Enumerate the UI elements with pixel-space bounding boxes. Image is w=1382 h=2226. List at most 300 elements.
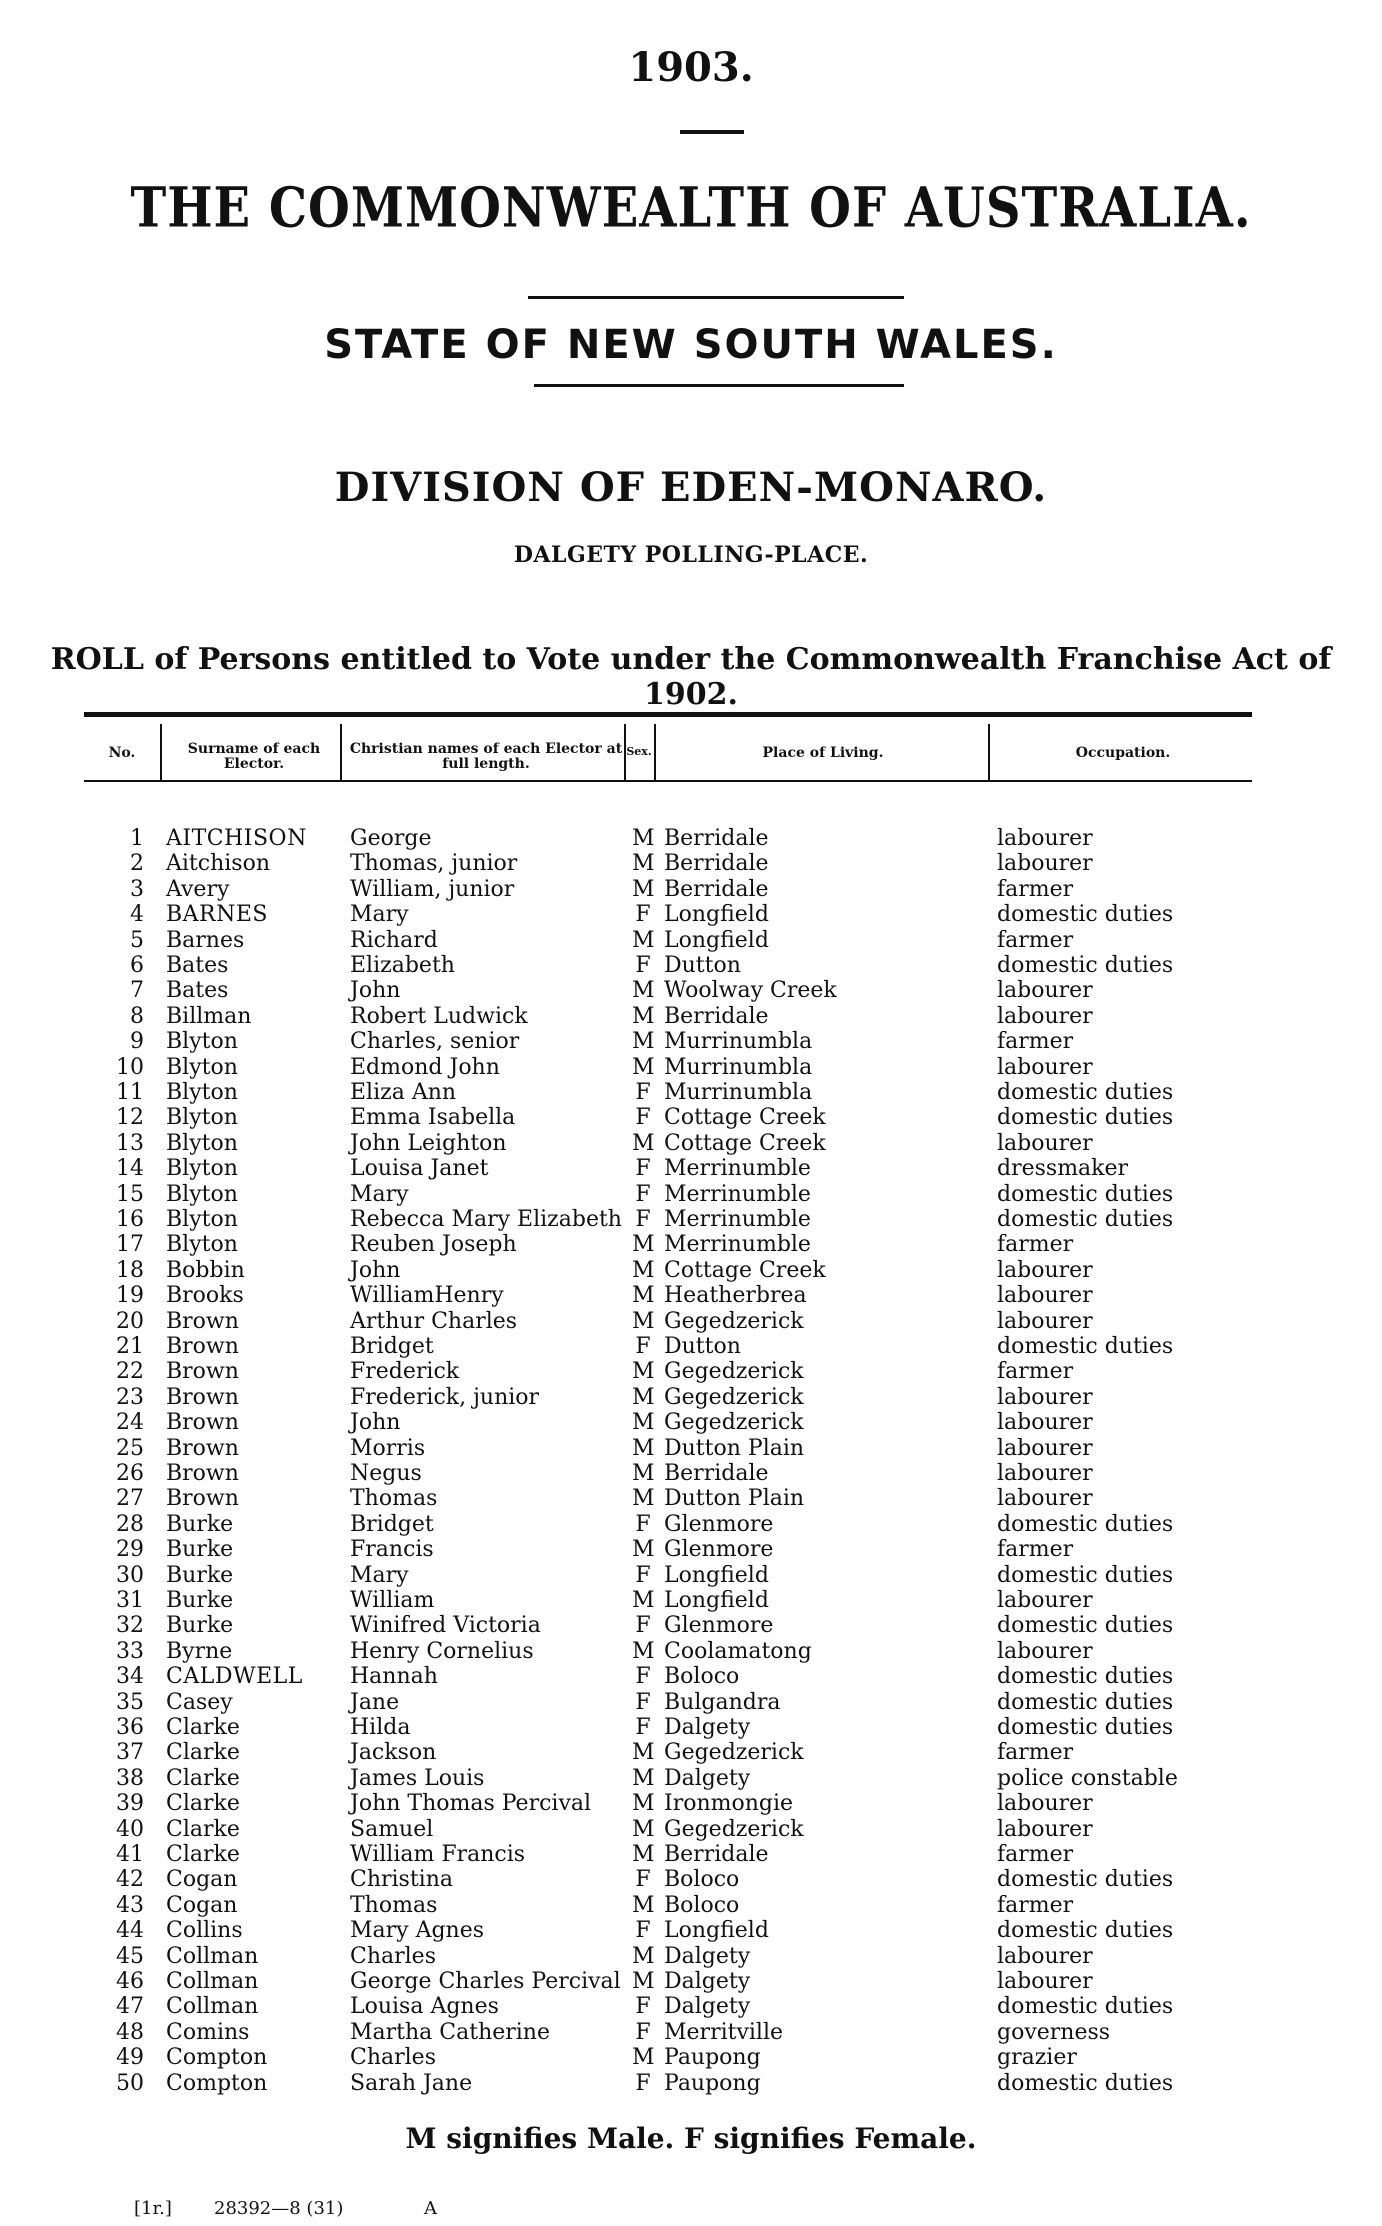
row-surname: Brown xyxy=(166,1384,239,1410)
row-christian-names: Bridget xyxy=(350,1511,434,1537)
row-sex: M xyxy=(632,1537,655,1563)
table-row xyxy=(0,902,1382,927)
row-number: 48 xyxy=(116,2019,144,2045)
table-row xyxy=(0,1461,1382,1486)
row-sex: F xyxy=(635,1613,651,1639)
row-place-of-living: Murrinumbla xyxy=(664,1029,813,1055)
row-sex: M xyxy=(632,1283,655,1309)
row-place-of-living: Gegedzerick xyxy=(664,1308,804,1334)
row-christian-names: Louisa Agnes xyxy=(350,1994,499,2020)
header-place: Place of Living. xyxy=(762,745,884,761)
row-occupation: labourer xyxy=(997,1486,1093,1512)
row-sex: M xyxy=(632,927,655,953)
row-place-of-living: Cottage Creek xyxy=(664,1105,826,1131)
row-sex: M xyxy=(632,1257,655,1283)
row-christian-names: Arthur Charles xyxy=(350,1308,518,1334)
row-surname: Collman xyxy=(166,1969,259,1994)
row-occupation: domestic duties xyxy=(997,1181,1174,1207)
row-occupation: domestic duties xyxy=(997,1664,1174,1690)
row-number: 6 xyxy=(130,953,144,978)
row-occupation: domestic duties xyxy=(997,1867,1174,1893)
row-sex: M xyxy=(632,1232,655,1258)
table-row xyxy=(0,928,1382,953)
row-surname: Bates xyxy=(166,978,229,1004)
row-place-of-living: Heatherbrea xyxy=(664,1283,807,1309)
row-christian-names: Emma Isabella xyxy=(350,1105,516,1131)
table-row xyxy=(0,1410,1382,1435)
row-number: 26 xyxy=(116,1461,144,1486)
row-number: 43 xyxy=(116,1892,144,1918)
row-christian-names: WilliamHenry xyxy=(350,1283,504,1309)
table-row xyxy=(0,1486,1382,1511)
table-row xyxy=(0,1029,1382,1054)
row-sex: M xyxy=(632,1003,655,1029)
row-number: 11 xyxy=(116,1080,144,1105)
table-row xyxy=(0,1512,1382,1537)
row-sex: M xyxy=(632,1486,655,1512)
row-number: 34 xyxy=(116,1664,144,1690)
row-surname: Brown xyxy=(166,1410,239,1436)
row-christian-names: George Charles Percival xyxy=(350,1969,621,1994)
table-row xyxy=(0,1715,1382,1740)
row-occupation: farmer xyxy=(997,1842,1074,1867)
row-occupation: domestic duties xyxy=(997,1105,1174,1131)
row-number: 30 xyxy=(116,1562,144,1588)
row-occupation: labourer xyxy=(997,1816,1093,1842)
row-occupation: farmer xyxy=(997,1537,1074,1563)
table-row xyxy=(0,1588,1382,1613)
row-occupation: police constable xyxy=(997,1765,1178,1791)
row-place-of-living: Woolway Creek xyxy=(664,978,837,1004)
row-surname: Bates xyxy=(166,953,229,978)
row-christian-names: Francis xyxy=(350,1537,434,1563)
row-christian-names: Charles xyxy=(350,2045,436,2071)
row-number: 3 xyxy=(130,876,144,902)
table-row xyxy=(0,1766,1382,1791)
row-surname: BARNES xyxy=(166,902,268,928)
row-sex: F xyxy=(635,1105,651,1131)
row-christian-names: Edmond John xyxy=(350,1054,500,1080)
row-sex: M xyxy=(632,1892,655,1918)
row-number: 25 xyxy=(116,1435,144,1461)
row-occupation: governess xyxy=(997,2019,1111,2045)
row-christian-names: Samuel xyxy=(350,1816,434,1842)
row-number: 21 xyxy=(116,1334,144,1359)
table-row xyxy=(0,1969,1382,1994)
row-sex: F xyxy=(635,1562,651,1588)
row-place-of-living: Longfield xyxy=(664,927,769,953)
row-sex: M xyxy=(632,2045,655,2071)
row-christian-names: Thomas, junior xyxy=(350,851,518,877)
footer-signature: A xyxy=(424,2198,437,2219)
row-sex: M xyxy=(632,1816,655,1842)
row-christian-names: Louisa Janet xyxy=(350,1156,489,1182)
table-row xyxy=(0,1817,1382,1842)
row-surname: AITCHISON xyxy=(166,826,307,851)
row-number: 4 xyxy=(130,902,144,928)
row-sex: F xyxy=(635,1080,651,1105)
row-place-of-living: Glenmore xyxy=(664,1537,774,1563)
row-surname: Brown xyxy=(166,1359,239,1385)
row-surname: Brown xyxy=(166,1334,239,1359)
row-christian-names: Mary xyxy=(350,1181,409,1207)
row-place-of-living: Berridale xyxy=(664,826,769,851)
row-number: 33 xyxy=(116,1638,144,1664)
row-number: 22 xyxy=(116,1359,144,1385)
table-row xyxy=(0,1309,1382,1334)
row-occupation: labourer xyxy=(997,1588,1093,1613)
row-place-of-living: Dalgety xyxy=(664,1765,751,1791)
row-place-of-living: Dutton xyxy=(664,1334,741,1359)
row-number: 49 xyxy=(116,2045,144,2071)
row-christian-names: Mary xyxy=(350,902,409,928)
row-surname: Blyton xyxy=(166,1029,238,1055)
row-place-of-living: Longfield xyxy=(664,1588,769,1613)
row-christian-names: Charles xyxy=(350,1943,436,1969)
row-christian-names: John xyxy=(350,978,401,1004)
row-sex: F xyxy=(635,1181,651,1207)
row-occupation: domestic duties xyxy=(997,1334,1174,1359)
row-place-of-living: Dalgety xyxy=(664,1715,751,1740)
row-number: 44 xyxy=(116,1918,144,1944)
row-sex: F xyxy=(635,2019,651,2045)
row-place-of-living: Merritville xyxy=(664,2019,784,2045)
row-number: 42 xyxy=(116,1867,144,1893)
column-divider xyxy=(160,724,162,782)
row-surname: Burke xyxy=(166,1588,234,1613)
row-occupation: farmer xyxy=(997,1359,1074,1385)
row-christian-names: William xyxy=(350,1588,435,1613)
row-surname: Clarke xyxy=(166,1765,240,1791)
row-place-of-living: Dutton Plain xyxy=(664,1486,805,1512)
row-sex: M xyxy=(632,1384,655,1410)
row-number: 18 xyxy=(116,1257,144,1283)
row-place-of-living: Berridale xyxy=(664,851,769,877)
row-occupation: domestic duties xyxy=(997,1511,1174,1537)
row-christian-names: Henry Cornelius xyxy=(350,1638,534,1664)
row-number: 16 xyxy=(116,1207,144,1232)
row-sex: M xyxy=(632,1740,655,1766)
row-occupation: labourer xyxy=(997,1791,1093,1817)
row-occupation: domestic duties xyxy=(997,902,1174,928)
column-divider xyxy=(340,724,342,782)
row-place-of-living: Dutton Plain xyxy=(664,1435,805,1461)
row-number: 38 xyxy=(116,1765,144,1791)
row-christian-names: John xyxy=(350,1410,401,1436)
row-occupation: farmer xyxy=(997,1232,1074,1258)
row-place-of-living: Glenmore xyxy=(664,1613,774,1639)
row-surname: Clarke xyxy=(166,1791,240,1817)
row-sex: F xyxy=(635,1994,651,2020)
row-place-of-living: Dalgety xyxy=(664,1994,751,2020)
row-sex: F xyxy=(635,1918,651,1944)
column-divider xyxy=(988,724,990,782)
table-row xyxy=(0,1131,1382,1156)
row-surname: Brown xyxy=(166,1435,239,1461)
row-occupation: labourer xyxy=(997,1257,1093,1283)
row-place-of-living: Gegedzerick xyxy=(664,1410,804,1436)
row-sex: M xyxy=(632,1359,655,1385)
row-sex: M xyxy=(632,1765,655,1791)
row-sex: F xyxy=(635,2070,651,2096)
row-number: 5 xyxy=(130,927,144,953)
row-christian-names: Rebecca Mary Elizabeth xyxy=(350,1207,622,1232)
row-occupation: domestic duties xyxy=(997,2070,1174,2096)
row-occupation: farmer xyxy=(997,1892,1074,1918)
divider xyxy=(534,384,904,387)
row-occupation: labourer xyxy=(997,1283,1093,1309)
row-number: 45 xyxy=(116,1943,144,1969)
row-surname: Brown xyxy=(166,1308,239,1334)
row-christian-names: William, junior xyxy=(350,876,515,902)
row-christian-names: Eliza Ann xyxy=(350,1080,457,1105)
row-number: 1 xyxy=(130,826,144,851)
table-row xyxy=(0,1182,1382,1207)
row-surname: Brown xyxy=(166,1486,239,1512)
row-sex: M xyxy=(632,1842,655,1867)
row-number: 47 xyxy=(116,1994,144,2020)
table-row xyxy=(0,1613,1382,1638)
table-row xyxy=(0,1436,1382,1461)
row-sex: M xyxy=(632,1969,655,1994)
row-number: 31 xyxy=(116,1588,144,1613)
row-place-of-living: Coolamatong xyxy=(664,1638,812,1664)
row-sex: F xyxy=(635,1689,651,1715)
row-number: 35 xyxy=(116,1689,144,1715)
row-occupation: domestic duties xyxy=(997,1562,1174,1588)
row-occupation: labourer xyxy=(997,1003,1093,1029)
row-sex: M xyxy=(632,1054,655,1080)
row-occupation: domestic duties xyxy=(997,1207,1174,1232)
row-sex: F xyxy=(635,1867,651,1893)
row-place-of-living: Glenmore xyxy=(664,1511,774,1537)
row-surname: Brooks xyxy=(166,1283,244,1309)
row-sex: M xyxy=(632,876,655,902)
divider-short xyxy=(680,130,744,134)
row-surname: Clarke xyxy=(166,1816,240,1842)
roll-title: ROLL of Persons entitled to Vote under the Commonwealth Franchise Act of 1902. xyxy=(50,642,1332,712)
row-surname: Burke xyxy=(166,1511,234,1537)
table-row xyxy=(0,1994,1382,2019)
row-sex: F xyxy=(635,1664,651,1690)
row-number: 23 xyxy=(116,1384,144,1410)
row-place-of-living: Merrinumble xyxy=(664,1232,811,1258)
table-row xyxy=(0,826,1382,851)
table-row xyxy=(0,2020,1382,2045)
table-row xyxy=(0,1055,1382,1080)
row-christian-names: Hilda xyxy=(350,1715,411,1740)
row-christian-names: John Leighton xyxy=(350,1130,507,1156)
table-row xyxy=(0,1867,1382,1892)
row-christian-names: Richard xyxy=(350,927,438,953)
table-row xyxy=(0,2071,1382,2096)
row-christian-names: Mary Agnes xyxy=(350,1918,485,1944)
row-surname: Burke xyxy=(166,1562,234,1588)
row-occupation: labourer xyxy=(997,851,1093,877)
row-place-of-living: Berridale xyxy=(664,1003,769,1029)
row-surname: Comins xyxy=(166,2019,250,2045)
row-surname: Cogan xyxy=(166,1892,238,1918)
year: 1903. xyxy=(628,44,754,91)
sex-legend: M signifies Male. F signifies Female. xyxy=(405,2122,977,2155)
row-place-of-living: Gegedzerick xyxy=(664,1740,804,1766)
table-row xyxy=(0,1537,1382,1562)
row-sex: M xyxy=(632,826,655,851)
table-row xyxy=(0,1232,1382,1257)
row-sex: M xyxy=(632,1308,655,1334)
row-number: 13 xyxy=(116,1130,144,1156)
row-christian-names: Reuben Joseph xyxy=(350,1232,517,1258)
row-sex: M xyxy=(632,1943,655,1969)
row-occupation: labourer xyxy=(997,1130,1093,1156)
table-row xyxy=(0,1690,1382,1715)
table-row xyxy=(0,1639,1382,1664)
row-surname: Blyton xyxy=(166,1130,238,1156)
row-sex: M xyxy=(632,1588,655,1613)
row-number: 15 xyxy=(116,1181,144,1207)
table-row xyxy=(0,1105,1382,1130)
row-number: 2 xyxy=(130,851,144,877)
row-number: 39 xyxy=(116,1791,144,1817)
row-number: 20 xyxy=(116,1308,144,1334)
column-divider xyxy=(654,724,656,782)
row-christian-names: Hannah xyxy=(350,1664,438,1690)
table-row xyxy=(0,877,1382,902)
row-place-of-living: Murrinumbla xyxy=(664,1080,813,1105)
row-christian-names: Elizabeth xyxy=(350,953,455,978)
row-place-of-living: Murrinumbla xyxy=(664,1054,813,1080)
row-christian-names: Mary xyxy=(350,1562,409,1588)
row-christian-names: Thomas xyxy=(350,1486,438,1512)
row-occupation: domestic duties xyxy=(997,1613,1174,1639)
row-number: 24 xyxy=(116,1410,144,1436)
row-surname: Clarke xyxy=(166,1740,240,1766)
table-row xyxy=(0,851,1382,876)
header-occupation: Occupation. xyxy=(1075,745,1171,761)
table-row xyxy=(0,1080,1382,1105)
row-christian-names: Martha Catherine xyxy=(350,2019,550,2045)
row-christian-names: George xyxy=(350,826,432,851)
row-number: 17 xyxy=(116,1232,144,1258)
row-surname: Casey xyxy=(166,1689,233,1715)
row-surname: Burke xyxy=(166,1537,234,1563)
row-occupation: labourer xyxy=(997,826,1093,851)
row-sex: F xyxy=(635,1511,651,1537)
row-place-of-living: Gegedzerick xyxy=(664,1384,804,1410)
row-occupation: farmer xyxy=(997,1029,1074,1055)
row-christian-names: Winifred Victoria xyxy=(350,1613,541,1639)
row-surname: Compton xyxy=(166,2070,268,2096)
row-surname: Blyton xyxy=(166,1105,238,1131)
table-row xyxy=(0,1359,1382,1384)
row-occupation: labourer xyxy=(997,1638,1093,1664)
row-occupation: dressmaker xyxy=(997,1156,1129,1182)
row-occupation: grazier xyxy=(997,2045,1077,2071)
row-place-of-living: Longfield xyxy=(664,1562,769,1588)
row-christian-names: Charles, senior xyxy=(350,1029,520,1055)
row-occupation: domestic duties xyxy=(997,1918,1174,1944)
row-christian-names: Negus xyxy=(350,1461,422,1486)
row-christian-names: Thomas xyxy=(350,1892,438,1918)
row-place-of-living: Dalgety xyxy=(664,1943,751,1969)
row-number: 36 xyxy=(116,1715,144,1740)
row-occupation: labourer xyxy=(997,1461,1093,1486)
row-place-of-living: Merrinumble xyxy=(664,1207,811,1232)
state-heading: STATE OF NEW SOUTH WALES. xyxy=(324,322,1058,368)
row-number: 41 xyxy=(116,1842,144,1867)
page-title: THE COMMONWEALTH OF AUSTRALIA. xyxy=(130,175,1252,241)
table-row xyxy=(0,1283,1382,1308)
row-christian-names: John xyxy=(350,1257,401,1283)
row-christian-names: Frederick xyxy=(350,1359,460,1385)
row-place-of-living: Dutton xyxy=(664,953,741,978)
row-place-of-living: Boloco xyxy=(664,1867,740,1893)
row-christian-names: Jackson xyxy=(350,1740,437,1766)
row-surname: Burke xyxy=(166,1613,234,1639)
row-place-of-living: Bulgandra xyxy=(664,1689,781,1715)
table-header-bottom-rule xyxy=(84,780,1252,782)
table-row xyxy=(0,1156,1382,1181)
row-number: 27 xyxy=(116,1486,144,1512)
header-no: No. xyxy=(108,745,136,761)
row-occupation: domestic duties xyxy=(997,1080,1174,1105)
row-occupation: labourer xyxy=(997,1435,1093,1461)
row-place-of-living: Longfield xyxy=(664,1918,769,1944)
row-occupation: labourer xyxy=(997,1384,1093,1410)
table-row xyxy=(0,1944,1382,1969)
row-number: 8 xyxy=(130,1003,144,1029)
divider xyxy=(528,296,904,299)
row-surname: Clarke xyxy=(166,1842,240,1867)
row-place-of-living: Berridale xyxy=(664,1842,769,1867)
table-row xyxy=(0,1563,1382,1588)
table-row xyxy=(0,1791,1382,1816)
row-christian-names: Frederick, junior xyxy=(350,1384,540,1410)
row-place-of-living: Boloco xyxy=(664,1664,740,1690)
table-row xyxy=(0,1893,1382,1918)
table-row xyxy=(0,1004,1382,1029)
table-header xyxy=(84,724,1252,784)
row-place-of-living: Cottage Creek xyxy=(664,1130,826,1156)
row-sex: M xyxy=(632,1130,655,1156)
row-christian-names: John Thomas Percival xyxy=(350,1791,592,1817)
table-top-rule xyxy=(84,712,1252,717)
row-place-of-living: Paupong xyxy=(664,2045,761,2071)
row-christian-names: Robert Ludwick xyxy=(350,1003,528,1029)
footer-code: [1r.] xyxy=(134,2198,172,2219)
table-row xyxy=(0,2045,1382,2070)
row-surname: Blyton xyxy=(166,1080,238,1105)
row-place-of-living: Dalgety xyxy=(664,1969,751,1994)
row-christian-names: Bridget xyxy=(350,1334,434,1359)
row-sex: F xyxy=(635,902,651,928)
row-occupation: domestic duties xyxy=(997,1994,1174,2020)
row-sex: M xyxy=(632,1029,655,1055)
row-christian-names: Morris xyxy=(350,1435,426,1461)
row-number: 9 xyxy=(130,1029,144,1055)
row-sex: F xyxy=(635,953,651,978)
row-occupation: domestic duties xyxy=(997,1689,1174,1715)
table-row xyxy=(0,1664,1382,1689)
row-surname: Blyton xyxy=(166,1054,238,1080)
row-sex: M xyxy=(632,1461,655,1486)
row-sex: M xyxy=(632,978,655,1004)
row-sex: F xyxy=(635,1156,651,1182)
row-sex: M xyxy=(632,1638,655,1664)
row-surname: Byrne xyxy=(166,1638,233,1664)
footer-print-ref: 28392—8 (31) xyxy=(214,2198,344,2219)
row-sex: M xyxy=(632,1410,655,1436)
